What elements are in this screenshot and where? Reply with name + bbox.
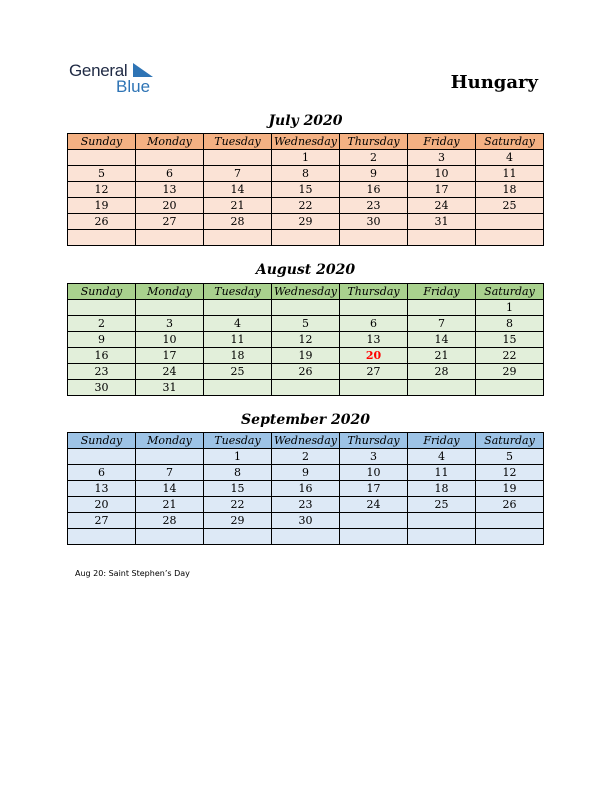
day-cell <box>408 380 476 396</box>
weekday-sunday: Sunday <box>68 134 136 150</box>
weekday-saturday: Saturday <box>476 134 544 150</box>
week-row <box>68 529 544 545</box>
day-cell: 16 <box>68 348 136 364</box>
day-cell: 2 <box>68 316 136 332</box>
day-cell <box>136 449 204 465</box>
day-cell: 28 <box>136 513 204 529</box>
week-row <box>68 230 544 246</box>
day-cell: 7 <box>408 316 476 332</box>
day-cell: 29 <box>204 513 272 529</box>
day-cell <box>68 230 136 246</box>
day-cell: 27 <box>340 364 408 380</box>
day-cell <box>408 230 476 246</box>
day-cell <box>340 300 408 316</box>
day-cell: 9 <box>272 465 340 481</box>
holidays-note: Aug 20: Saint Stephen’s Day <box>75 569 190 578</box>
weekday-saturday: Saturday <box>476 433 544 449</box>
month-title-september: September 2020 <box>241 412 370 428</box>
day-cell <box>476 529 544 545</box>
day-cell <box>476 380 544 396</box>
day-cell: 4 <box>204 316 272 332</box>
day-cell: 12 <box>272 332 340 348</box>
day-cell: 11 <box>204 332 272 348</box>
day-cell <box>204 529 272 545</box>
logo-text-blue: Blue <box>116 77 151 96</box>
day-cell: 24 <box>340 497 408 513</box>
weekday-thursday: Thursday <box>340 433 408 449</box>
day-cell <box>272 380 340 396</box>
day-cell: 6 <box>136 166 204 182</box>
day-cell <box>272 300 340 316</box>
day-cell: 21 <box>204 198 272 214</box>
day-cell: 7 <box>136 465 204 481</box>
day-cell: 16 <box>272 481 340 497</box>
day-cell: 2 <box>340 150 408 166</box>
day-cell: 19 <box>476 481 544 497</box>
day-cell: 23 <box>272 497 340 513</box>
day-cell: 27 <box>68 513 136 529</box>
day-cell <box>136 300 204 316</box>
day-cell <box>340 529 408 545</box>
day-cell <box>68 529 136 545</box>
week-row <box>68 449 544 465</box>
weekday-tuesday: Tuesday <box>204 284 272 300</box>
day-cell: 5 <box>272 316 340 332</box>
week-row <box>68 332 544 348</box>
day-cell <box>408 529 476 545</box>
weekday-header-row <box>68 433 544 449</box>
day-cell: 28 <box>204 214 272 230</box>
week-row <box>68 150 544 166</box>
day-cell: 10 <box>136 332 204 348</box>
day-cell <box>204 150 272 166</box>
day-cell: 19 <box>68 198 136 214</box>
day-cell: 22 <box>204 497 272 513</box>
day-cell: 19 <box>272 348 340 364</box>
day-cell <box>68 300 136 316</box>
logo-text-general: General <box>69 61 128 80</box>
day-cell <box>340 380 408 396</box>
week-row <box>68 348 544 364</box>
day-cell: 22 <box>476 348 544 364</box>
day-cell <box>340 513 408 529</box>
brand-logo <box>69 61 169 97</box>
day-cell: 8 <box>204 465 272 481</box>
calendar-august <box>67 283 544 396</box>
day-cell: 3 <box>340 449 408 465</box>
day-cell <box>68 449 136 465</box>
day-cell: 26 <box>68 214 136 230</box>
day-cell: 15 <box>476 332 544 348</box>
day-cell: 20 <box>68 497 136 513</box>
day-cell: 6 <box>68 465 136 481</box>
day-cell: 5 <box>476 449 544 465</box>
day-cell: 10 <box>408 166 476 182</box>
day-cell: 4 <box>476 150 544 166</box>
day-cell: 17 <box>136 348 204 364</box>
day-cell: 13 <box>68 481 136 497</box>
week-row <box>68 497 544 513</box>
week-row <box>68 198 544 214</box>
day-cell: 12 <box>476 465 544 481</box>
day-cell: 25 <box>476 198 544 214</box>
day-cell: 23 <box>340 198 408 214</box>
month-title-july: July 2020 <box>268 113 343 129</box>
day-cell: 13 <box>136 182 204 198</box>
day-cell: 28 <box>408 364 476 380</box>
weekday-friday: Friday <box>408 433 476 449</box>
day-cell <box>136 150 204 166</box>
day-cell <box>136 529 204 545</box>
day-cell: 7 <box>204 166 272 182</box>
day-cell: 4 <box>408 449 476 465</box>
day-cell: 1 <box>476 300 544 316</box>
day-cell: 11 <box>408 465 476 481</box>
day-cell: 30 <box>340 214 408 230</box>
day-cell: 3 <box>408 150 476 166</box>
day-cell: 15 <box>204 481 272 497</box>
day-cell: 14 <box>408 332 476 348</box>
weekday-wednesday: Wednesday <box>272 433 340 449</box>
day-cell: 3 <box>136 316 204 332</box>
day-cell: 21 <box>408 348 476 364</box>
day-cell: 2 <box>272 449 340 465</box>
day-cell <box>272 230 340 246</box>
day-cell: 17 <box>340 481 408 497</box>
day-cell <box>136 230 204 246</box>
weekday-tuesday: Tuesday <box>204 433 272 449</box>
weekday-wednesday: Wednesday <box>272 134 340 150</box>
day-cell: 21 <box>136 497 204 513</box>
calendar-july <box>67 133 544 246</box>
day-cell: 23 <box>68 364 136 380</box>
day-cell: 24 <box>408 198 476 214</box>
day-cell: 1 <box>204 449 272 465</box>
weekday-saturday: Saturday <box>476 284 544 300</box>
day-cell: 26 <box>272 364 340 380</box>
day-cell: 29 <box>476 364 544 380</box>
week-row <box>68 300 544 316</box>
weekday-monday: Monday <box>136 433 204 449</box>
weekday-thursday: Thursday <box>340 134 408 150</box>
day-cell: 13 <box>340 332 408 348</box>
day-cell: 14 <box>136 481 204 497</box>
day-cell: 15 <box>272 182 340 198</box>
day-cell: 8 <box>272 166 340 182</box>
week-row <box>68 465 544 481</box>
calendar-september <box>67 432 544 545</box>
day-cell: 31 <box>136 380 204 396</box>
day-cell: 8 <box>476 316 544 332</box>
day-cell: 27 <box>136 214 204 230</box>
week-row <box>68 481 544 497</box>
day-cell: 20 <box>136 198 204 214</box>
day-cell: 25 <box>408 497 476 513</box>
day-cell <box>408 513 476 529</box>
weekday-header-row <box>68 284 544 300</box>
day-cell: 26 <box>476 497 544 513</box>
day-cell: 29 <box>272 214 340 230</box>
day-cell: 1 <box>272 150 340 166</box>
logo-triangle-icon <box>133 63 153 77</box>
day-cell: 5 <box>68 166 136 182</box>
day-cell <box>68 150 136 166</box>
weekday-monday: Monday <box>136 134 204 150</box>
day-cell <box>204 230 272 246</box>
day-cell <box>272 529 340 545</box>
weekday-header-row <box>68 134 544 150</box>
week-row <box>68 214 544 230</box>
day-cell <box>204 300 272 316</box>
day-cell: 17 <box>408 182 476 198</box>
day-cell: 18 <box>204 348 272 364</box>
weekday-monday: Monday <box>136 284 204 300</box>
day-cell <box>476 513 544 529</box>
weekday-wednesday: Wednesday <box>272 284 340 300</box>
weekday-sunday: Sunday <box>68 284 136 300</box>
weekday-thursday: Thursday <box>340 284 408 300</box>
day-cell <box>204 380 272 396</box>
day-cell: 10 <box>340 465 408 481</box>
day-cell <box>476 230 544 246</box>
day-cell <box>340 230 408 246</box>
day-cell: 25 <box>204 364 272 380</box>
week-row <box>68 380 544 396</box>
week-row <box>68 513 544 529</box>
day-cell: 6 <box>340 316 408 332</box>
day-cell: 14 <box>204 182 272 198</box>
weekday-friday: Friday <box>408 134 476 150</box>
country-title: Hungary <box>450 72 538 93</box>
week-row <box>68 316 544 332</box>
day-cell: 12 <box>68 182 136 198</box>
day-cell: 30 <box>68 380 136 396</box>
holiday-day-cell: 20 <box>340 348 408 364</box>
day-cell: 9 <box>68 332 136 348</box>
day-cell: 24 <box>136 364 204 380</box>
day-cell: 16 <box>340 182 408 198</box>
day-cell: 18 <box>408 481 476 497</box>
day-cell: 18 <box>476 182 544 198</box>
month-title-august: August 2020 <box>255 262 356 278</box>
day-cell: 9 <box>340 166 408 182</box>
weekday-friday: Friday <box>408 284 476 300</box>
day-cell: 31 <box>408 214 476 230</box>
day-cell <box>408 300 476 316</box>
day-cell: 22 <box>272 198 340 214</box>
weekday-sunday: Sunday <box>68 433 136 449</box>
day-cell: 30 <box>272 513 340 529</box>
weekday-tuesday: Tuesday <box>204 134 272 150</box>
day-cell <box>476 214 544 230</box>
day-cell: 11 <box>476 166 544 182</box>
week-row <box>68 182 544 198</box>
week-row <box>68 364 544 380</box>
week-row <box>68 166 544 182</box>
